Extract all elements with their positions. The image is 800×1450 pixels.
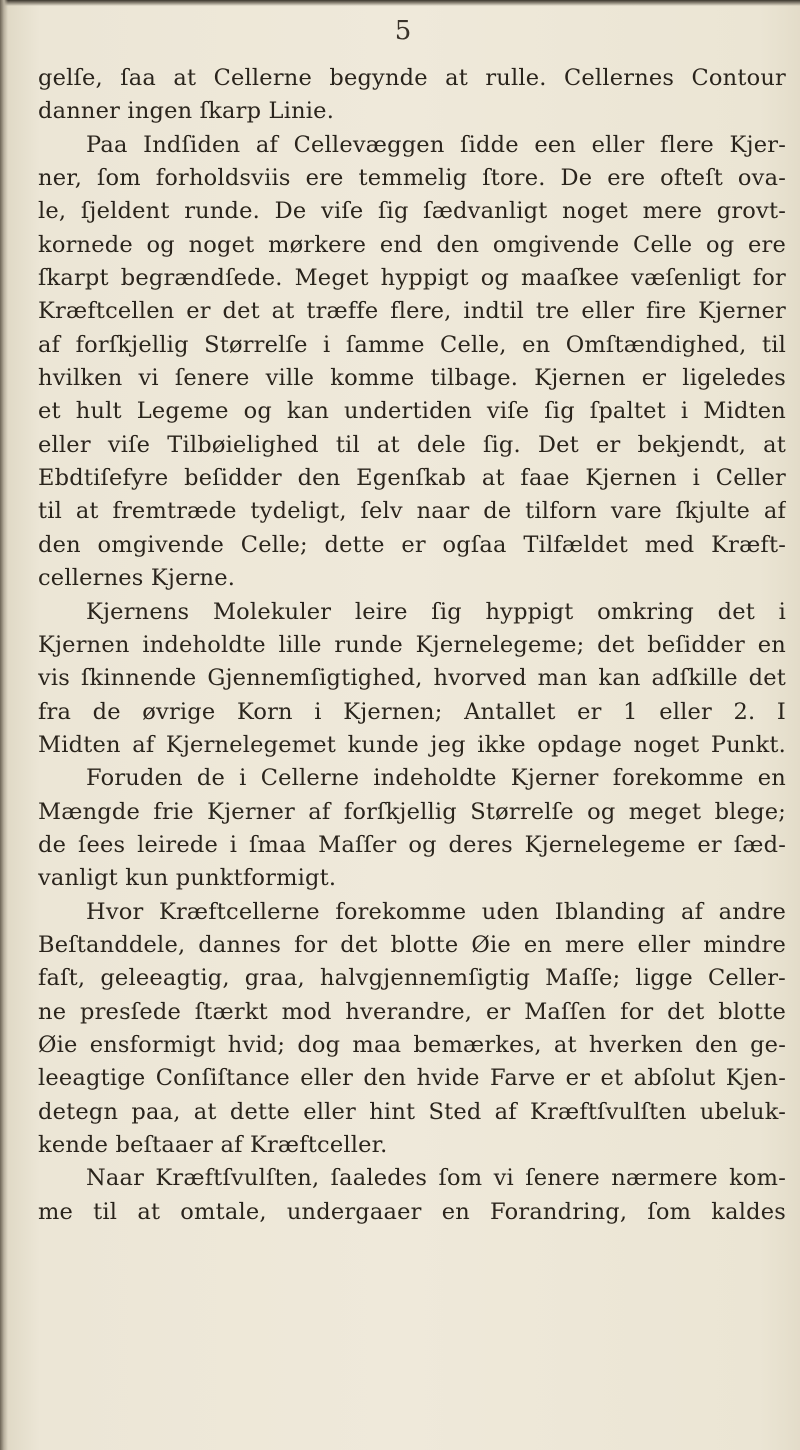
text-line: fra de øvrige Korn i Kjernen; Antallet er 1 eller 2. I	[38, 698, 786, 725]
text-line: Kræftcellen er det at træffe flere, indtil tre eller fire Kjerner	[38, 298, 786, 325]
text-line: le, ſjeldent runde. De viſe ſig ſædvanligt noget mere grovt-	[38, 198, 786, 225]
binding-gutter-shadow	[0, 0, 8, 1450]
text-line: kende beſtaaer af Kræftceller.	[38, 1132, 388, 1158]
text-line: Hvor Kræftcellerne forekomme uden Iblanding af andre	[86, 898, 786, 925]
text-line: et hult Legeme og kan undertiden viſe ſig ſpaltet i Midten	[38, 398, 786, 425]
text-line: ner, ſom forholdsviis ere temmelig ſtore. De ere ofteſt ova-	[38, 165, 786, 192]
text-line: Foruden de i Cellerne indeholdte Kjerner forekomme en	[86, 765, 786, 792]
text-line: af forſkjellig Størrelſe i ſamme Celle, en Omſtændighed, til	[38, 331, 786, 358]
text-line: leeagtige Conſiſtance eller den hvide Farve er et abſolut Kjen-	[38, 1065, 786, 1092]
text-line: me til at omtale, undergaaer en Forandring, ſom kaldes	[38, 1198, 786, 1225]
text-line: detegn paa, at dette eller hint Sted af Kræftſvulſten ubeluk-	[38, 1098, 786, 1125]
text-line: Ebdtiſefyre beſidder den Egenſkab at faae Kjernen i Celler	[38, 465, 786, 492]
body-text	[38, 62, 786, 1229]
text-line: Midten af Kjernelegemet kunde jeg ikke opdage noget Punkt.	[38, 731, 786, 758]
text-line: danner ingen ſkarp Linie.	[38, 98, 335, 125]
page-top-edge	[0, 0, 800, 6]
text-line: Mængde frie Kjerner af forſkjellig Størrelſe og meget blege;	[38, 798, 786, 825]
text-line: den omgivende Celle; dette er ogſaa Tilfældet med Kræft-	[38, 531, 786, 558]
page-number: 5	[394, 16, 412, 46]
text-line: hvilken vi ſenere ville komme tilbage. Kjernen er ligeledes	[38, 365, 786, 392]
text-line: vis ſkinnende Gjennemſigtighed, hvorved man kan adſkille det	[38, 665, 786, 692]
text-line: faſt, geleeagtig, graa, halvgjennemſigtig Maſſe; ligge Celler-	[38, 965, 786, 992]
text-line: eller viſe Tilbøielighed til at dele ſig. Det er bekjendt, at	[38, 431, 786, 458]
text-line: Øie ensformigt hvid; dog maa bemærkes, at hverken den ge-	[38, 1031, 786, 1058]
text-line: kornede og noget mørkere end den omgivende Celle og ere	[38, 231, 786, 258]
text-line: Beſtanddele, dannes for det blotte Øie en mere eller mindre	[38, 931, 786, 958]
text-line: til at fremtræde tydeligt, ſelv naar de tilforn vare ſkjulte af	[38, 498, 786, 525]
text-line: Kjernens Molekuler leire ſig hyppigt omkring det i	[86, 598, 786, 625]
text-line: de ſees leirede i ſmaa Maſſer og deres Kjernelegeme er ſæd-	[38, 831, 786, 858]
text-line: Paa Indſiden af Cellevæggen ſidde een eller flere Kjer-	[86, 131, 786, 158]
text-line: cellernes Kjerne.	[38, 565, 236, 592]
text-line: Naar Kræftſvulſten, ſaaledes ſom vi ſenere nærmere kom-	[86, 1165, 786, 1192]
text-line: ne presſede ſtærkt mod hverandre, er Maſſen for det blotte	[38, 998, 786, 1025]
text-line: Kjernen indeholdte lille runde Kjernelegeme; det beſidder en	[38, 631, 786, 658]
text-line: gelſe, ſaa at Cellerne begynde at rulle. Cellernes Contour	[38, 65, 786, 91]
text-line: ſkarpt begrændſede. Meget hyppigt og maaſkee væſenligt for	[38, 265, 786, 292]
text-line: vanligt kun punktformigt.	[38, 865, 337, 892]
